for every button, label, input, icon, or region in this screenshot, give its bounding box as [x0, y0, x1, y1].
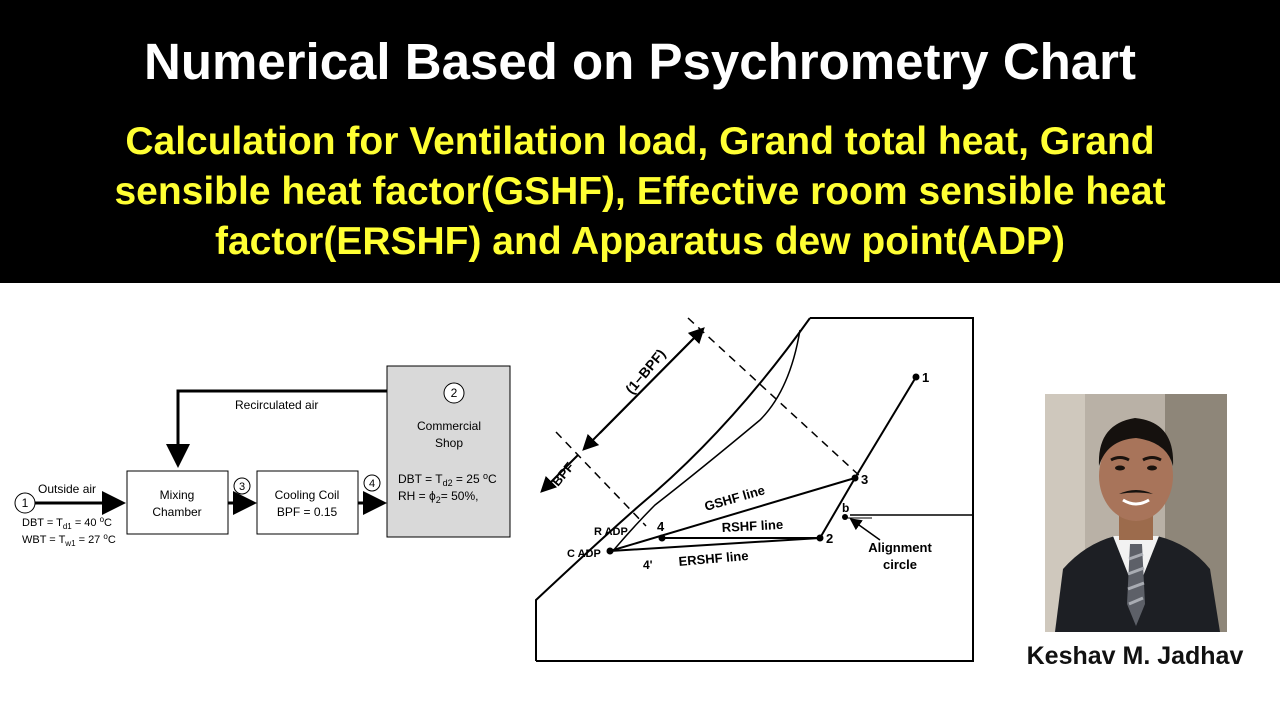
recirculated-air-label: Recirculated air: [235, 398, 319, 412]
adp-dot: [607, 548, 614, 555]
point-4-prime-label: 4': [643, 558, 653, 572]
inlet-wbt: WBT = $T_{w1} = 27$ $^o$C: [22, 532, 116, 548]
psychrometric-chart-sketch: [530, 300, 980, 680]
shop-rh: RH = $\phi_2= 50\%$,: [398, 489, 479, 505]
mixing-chamber-label-1: Mixing: [159, 488, 195, 502]
bpf-label: BPF: [548, 459, 578, 489]
one-minus-bpf-label: (1−BPF): [622, 345, 669, 397]
ershf-line: [610, 538, 820, 551]
title-banner: [0, 0, 1280, 283]
point-2-dot: [817, 535, 824, 542]
inlet-dbt: DBT = $T_{d1} = 40$ $^o$C: [22, 515, 112, 531]
outside-air-label: Outside air: [38, 482, 97, 496]
point-b-label: b: [842, 501, 850, 515]
c-adp-label: C ADP: [567, 548, 601, 560]
node-2-label: 2: [450, 386, 458, 400]
line-1-to-3: [855, 377, 916, 478]
mixing-chamber-box: [127, 471, 228, 534]
r-adp-label: R ADP: [594, 526, 628, 538]
gshf-line-label: GSHF line: [702, 482, 767, 514]
saturation-curve: [536, 318, 810, 661]
shop-dbt: DBT = $T_{d2} = 25$ $^o$C: [398, 471, 497, 488]
node-1-label: 1: [21, 496, 29, 510]
alignment-arrow: [852, 520, 880, 540]
cooling-coil-label-1: Cooling Coil: [274, 488, 340, 502]
dashed-line-upper: [688, 318, 862, 478]
point-3-dot: [852, 475, 859, 482]
subtitle-line-1: Calculation for Ventilation load, Grand total heat, Grand: [125, 120, 1155, 163]
author-photo: [1045, 394, 1227, 632]
one-minus-bpf-arrow-back: [600, 330, 702, 433]
cooling-coil-box: [257, 471, 358, 534]
node-2-marker: [444, 383, 464, 403]
point-2-label: 2: [826, 531, 834, 546]
ershf-line-label: ERSHF line: [677, 547, 750, 569]
air-conditioning-flow-diagram: [0, 283, 520, 720]
point-4-dot: [659, 535, 666, 542]
rshf-line-label: RSHF line: [721, 516, 784, 535]
alignment-circle-label-2: circle: [883, 557, 917, 572]
page-title: Numerical Based on Psychrometry Chart: [143, 33, 1136, 90]
alignment-circle-label-1: Alignment: [868, 540, 932, 555]
point-3-label: 3: [861, 472, 869, 487]
shop-label-2: Shop: [434, 436, 464, 450]
node-3-label: 3: [238, 481, 246, 493]
subtitle-line-2: sensible heat factor(GSHF), Effective room sensible heat: [114, 170, 1166, 213]
node-4-marker: [364, 475, 380, 491]
node-1-marker: [15, 493, 35, 513]
subtitle-line-3: factor(ERSHF) and Apparatus dew point(ADP): [214, 220, 1066, 263]
mixing-chamber-label-2: Chamber: [152, 505, 202, 519]
point-1-label: 1: [922, 370, 930, 385]
shop-label-1: Commercial: [416, 419, 482, 433]
cooling-coil-bpf: BPF = 0.15: [276, 505, 338, 519]
node-3-marker: [234, 478, 250, 494]
author-name: Keshav M. Jadhav: [1026, 642, 1244, 670]
node-4-label: 4: [368, 478, 376, 490]
point-1-dot: [913, 374, 920, 381]
point-4-label: 4: [657, 519, 665, 534]
